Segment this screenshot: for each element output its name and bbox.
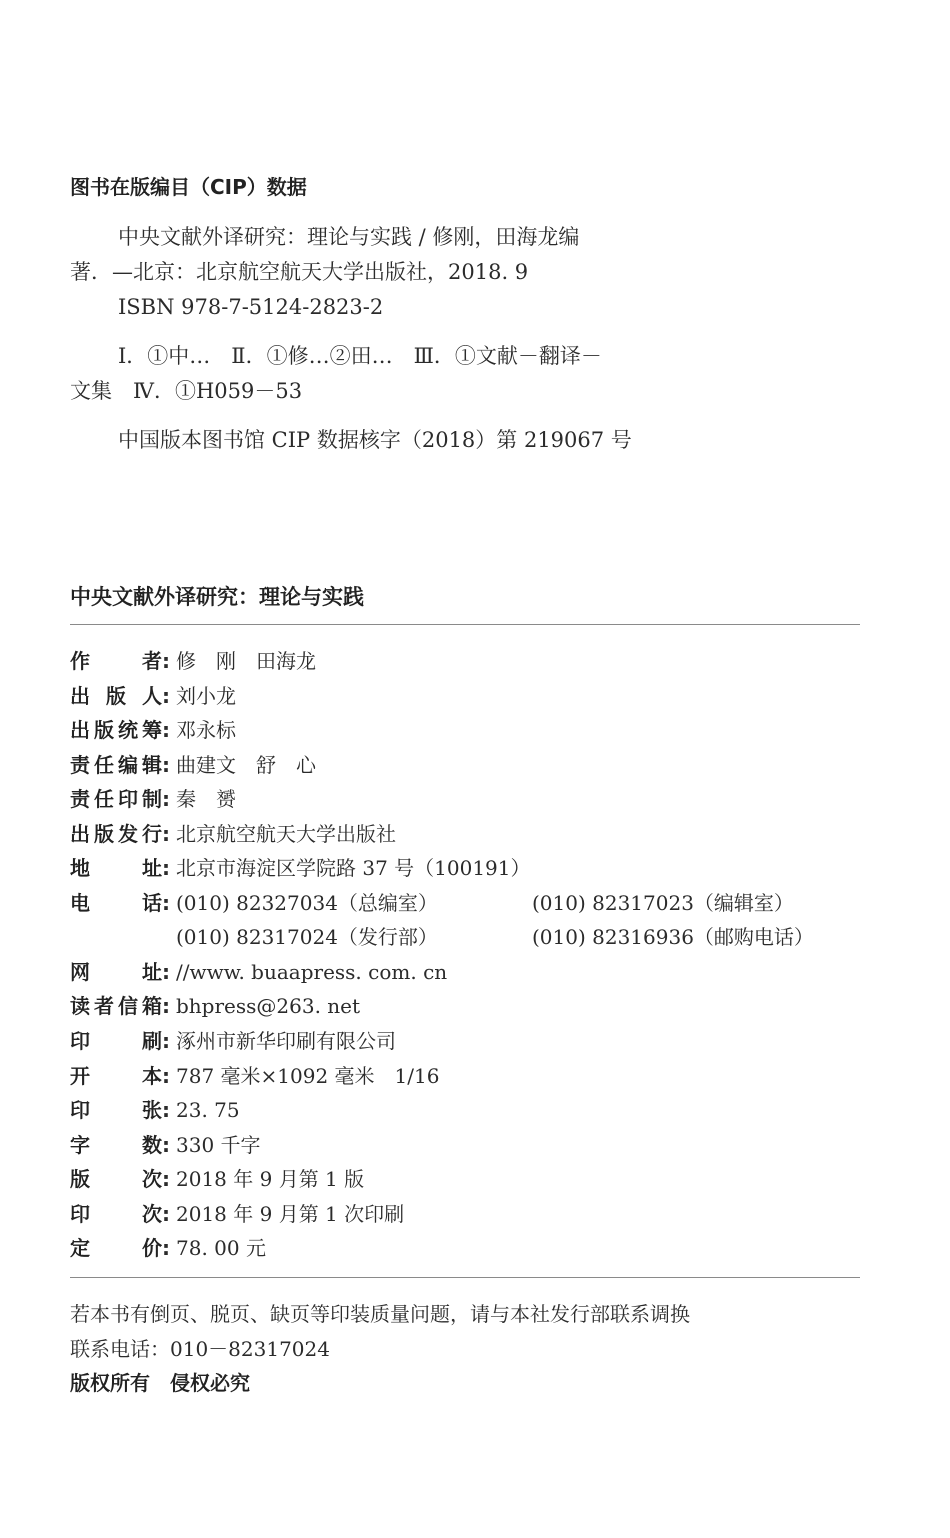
field-impression bbox=[70, 1199, 404, 1229]
field-label: 出版人 bbox=[70, 684, 162, 708]
field-label: 定价 bbox=[70, 1236, 162, 1260]
cip-classification-2: 文集 Ⅳ．①H059－53 bbox=[70, 379, 303, 403]
field-phone-continued bbox=[176, 922, 814, 952]
field-price bbox=[70, 1233, 266, 1263]
field-label: 地址 bbox=[70, 856, 162, 880]
field-value: 涿州市新华印刷有限公司 bbox=[176, 1029, 396, 1053]
field-planning bbox=[70, 715, 236, 745]
field-publisher-person bbox=[70, 681, 236, 711]
field-label: 印次 bbox=[70, 1202, 162, 1226]
cip-line-1: 中央文献外译研究：理论与实践 / 修刚，田海龙编 bbox=[118, 225, 580, 249]
field-value: (010) 82317023（编辑室） bbox=[532, 891, 794, 915]
cip-classification-1: Ⅰ．①中… Ⅱ．①修…②田… Ⅲ．①文献－翻译－ bbox=[118, 344, 602, 368]
field-value: 邓永标 bbox=[176, 718, 236, 742]
field-value: //www. buaapress. com. cn bbox=[176, 960, 448, 984]
field-value: bhpress@263. net bbox=[176, 994, 361, 1018]
field-phone bbox=[70, 888, 860, 918]
colon: : bbox=[162, 718, 170, 742]
field-value: 23. 75 bbox=[176, 1098, 240, 1122]
field-value: 2018 年 9 月第 1 版 bbox=[176, 1167, 365, 1191]
field-label: 版次 bbox=[70, 1167, 162, 1191]
book-title: 中央文献外译研究：理论与实践 bbox=[70, 585, 364, 609]
field-value: 曲建文 舒 心 bbox=[176, 753, 316, 777]
field-label: 作者 bbox=[70, 649, 162, 673]
field-printer bbox=[70, 1026, 396, 1056]
colon: : bbox=[162, 1098, 170, 1122]
cip-title: 图书在版编目（CIP）数据 bbox=[70, 175, 307, 199]
field-label: 印张 bbox=[70, 1098, 162, 1122]
field-label: 字数 bbox=[70, 1133, 162, 1157]
misprint-notice: 若本书有倒页、脱页、缺页等印装质量问题，请与本社发行部联系调换 bbox=[70, 1302, 690, 1326]
field-format bbox=[70, 1061, 439, 1091]
field-distributor bbox=[70, 819, 396, 849]
field-label: 出版统筹 bbox=[70, 718, 162, 742]
colon: : bbox=[162, 684, 170, 708]
field-label: 网址 bbox=[70, 960, 162, 984]
field-value: (010) 82317024（发行部） bbox=[176, 925, 438, 949]
field-value: (010) 82327034（总编室） bbox=[176, 891, 438, 915]
field-printing-responsible bbox=[70, 784, 236, 814]
field-value: 78. 00 元 bbox=[176, 1236, 266, 1260]
field-editors bbox=[70, 750, 316, 780]
field-value: (010) 82316936（邮购电话） bbox=[532, 925, 814, 949]
colon: : bbox=[162, 891, 170, 915]
field-label: 开本 bbox=[70, 1064, 162, 1088]
colon: : bbox=[162, 960, 170, 984]
field-label: 出版发行 bbox=[70, 822, 162, 846]
colon: : bbox=[162, 1029, 170, 1053]
cip-isbn: ISBN 978-7-5124-2823-2 bbox=[118, 295, 384, 319]
contact-phone: 联系电话：010－82317024 bbox=[70, 1337, 330, 1361]
colon: : bbox=[162, 1133, 170, 1157]
colon: : bbox=[162, 787, 170, 811]
field-label: 责任编辑 bbox=[70, 753, 162, 777]
colon: : bbox=[162, 753, 170, 777]
field-label: 电话 bbox=[70, 891, 162, 915]
field-label: 印刷 bbox=[70, 1029, 162, 1053]
cip-record-number: 中国版本图书馆 CIP 数据核字（2018）第 219067 号 bbox=[118, 428, 632, 452]
field-author bbox=[70, 646, 316, 676]
field-value: 787 毫米×1092 毫米 1/16 bbox=[176, 1064, 440, 1088]
field-value: 北京市海淀区学院路 37 号（100191） bbox=[176, 856, 531, 880]
field-value: 刘小龙 bbox=[176, 684, 236, 708]
bottom-rule bbox=[70, 1277, 860, 1278]
field-value: 330 千字 bbox=[176, 1133, 261, 1157]
cip-line-2: 著．—北京：北京航空航天大学出版社，2018. 9 bbox=[70, 260, 529, 284]
field-label: 读者信箱 bbox=[70, 994, 162, 1018]
field-edition bbox=[70, 1164, 364, 1194]
field-word-count bbox=[70, 1130, 261, 1160]
field-value: 秦 赟 bbox=[176, 787, 236, 811]
field-value: 北京航空航天大学出版社 bbox=[176, 822, 396, 846]
colon: : bbox=[162, 1064, 170, 1088]
top-rule bbox=[70, 624, 860, 625]
colon: : bbox=[162, 1167, 170, 1191]
colon: : bbox=[162, 994, 170, 1018]
field-value: 2018 年 9 月第 1 次印刷 bbox=[176, 1202, 405, 1226]
field-sheets bbox=[70, 1095, 240, 1125]
colon: : bbox=[162, 1202, 170, 1226]
copyright-notice: 版权所有 侵权必究 bbox=[70, 1371, 250, 1395]
field-address bbox=[70, 853, 531, 883]
colon: : bbox=[162, 856, 170, 880]
field-reader-email bbox=[70, 991, 360, 1021]
colon: : bbox=[162, 822, 170, 846]
field-website bbox=[70, 957, 447, 987]
colon: : bbox=[162, 1236, 170, 1260]
field-label: 责任印制 bbox=[70, 787, 162, 811]
colon: : bbox=[162, 649, 170, 673]
field-value: 修 刚 田海龙 bbox=[176, 649, 316, 673]
